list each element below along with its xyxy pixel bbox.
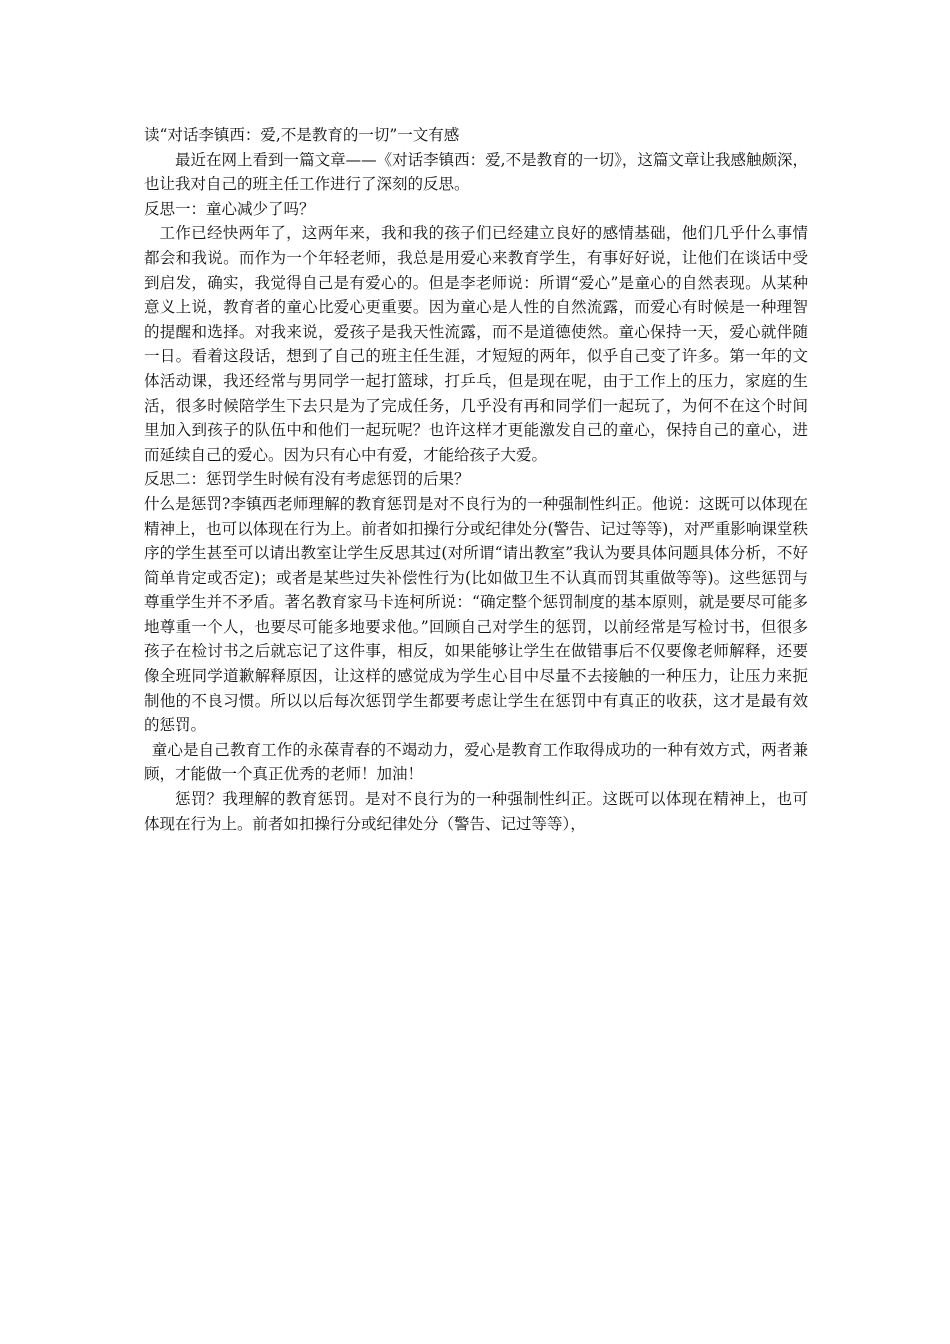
document-title: 读“对话李镇西：爱,不是教育的一切”一文有感 [144, 126, 460, 144]
intro-paragraph: 最近在网上看到一篇文章——《对话李镇西：爱,不是教育的一切》，这篇文章让我感触颇深，也让我对自己的班主任工作进行了深刻的反思。 [144, 150, 808, 194]
reflection-one-heading: 反思一：童心减少了吗？ [144, 199, 315, 218]
reflection-two-heading: 反思二：惩罚学生时候有没有考虑惩罚的后果？ [144, 470, 470, 489]
reflection-two-paragraph: 什么是惩罚?李镇西老师理解的教育惩罚是对不良行为的一种强制性纠正。他说：这既可以体现在精神上，也可以体现在行为上。前者如扣操行分或纪律处分(警告、记过等等)，对严重影响课堂秩序的学生甚至可以请出教室让学生反思其过(对所谓“请出教室”我认为要具体问题具体分析，不好简单肯定或否定)；或者是某些过失补偿性行为(比如做卫生不认真而罚其重做等等)。这些惩罚与尊重学生并不矛盾。著名教育家马卡连柯所说：“确定整个惩罚制度的基本原则，就是要尽可能多地尊重一个人，也要尽可能多地要求他。”回顾自己对学生的惩罚，以前经常是写检讨书，但很多孩子在检讨书之后就忘记了这件事，相反，如果能够让学生在做错事后不仅要像老师解释，还要像全班同学道歉解释原因，让这样的感觉成为学生心目中尽量不去接触的一种压力，让压力来扼制他的不良习惯。所以以后每次惩罚学生都要考虑让学生在惩罚中有真正的收获，这才是最有效的惩罚。 [144, 494, 808, 735]
final-paragraph: 惩罚？我理解的教育惩罚。是对不良行为的一种强制性纠正。这既可以体现在精神上，也可体现在行为上。前者如扣操行分或纪律处分（警告、记过等等）， [144, 790, 808, 833]
reflection-one-paragraph: 工作已经快两年了，这两年来，我和我的孩子们已经建立良好的感情基础，他们几乎什么事情都会和我说。而作为一个年轻老师，我总是用爱心来教育学生，有事好好说，让他们在谈话中受到启发，确实，我觉得自己是有爱心的。但是李老师说：所谓“爱心”是童心的自然表现。从某种意义上说，教育者的童心比爱心更重要。因为童心是人性的自然流露，而爱心有时候是一种理智的提醒和选择。对我来说，爱孩子是我天性流露，而不是道德使然。童心保持一天，爱心就伴随一日。看着这段话，想到了自己的班主任生涯，才短短的两年，似乎自己变了许多。第一年的文体活动课，我还经常与男同学一起打篮球，打乒乓，但是现在呢，由于工作上的压力，家庭的生活，很多时候陪学生下去只是为了完成任务，几乎没有再和同学们一起玩了，为何不在这个时间里加入到孩子的队伍中和他们一起玩呢？也许这样才更能激发自己的童心，保持自己的童心，进而延续自己的爱心。因为只有心中有爱，才能给孩子大爱。 [144, 224, 808, 464]
document-body [144, 123, 808, 836]
conclusion-paragraph: 童心是自己教育工作的永葆青春的不竭动力，爱心是教育工作取得成功的一种有效方式，两者兼顾，才能做一个真正优秀的老师！加油！ [144, 740, 808, 784]
